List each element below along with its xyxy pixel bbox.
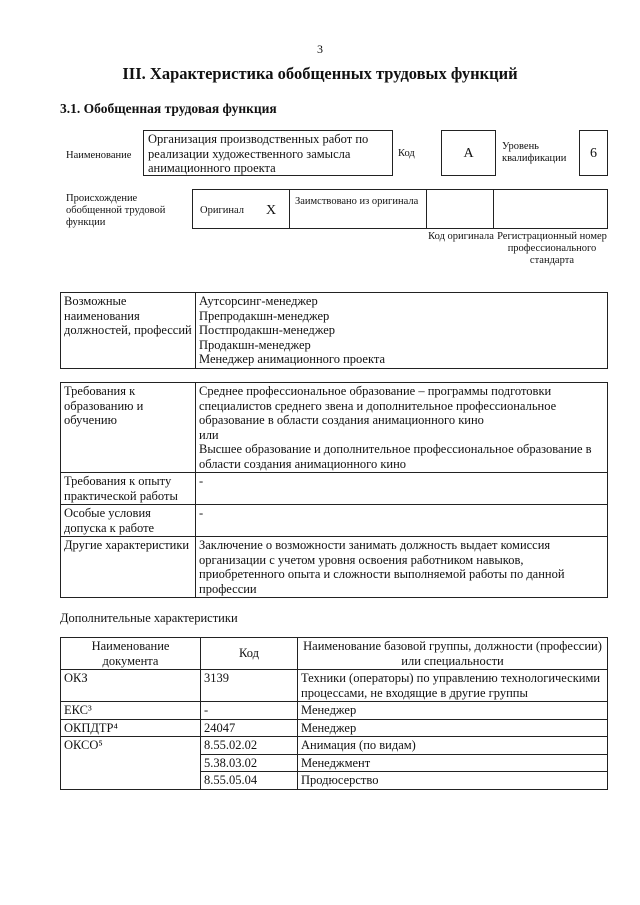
- requirement-label: Особые условия допуска к работе: [61, 505, 196, 537]
- requirement-value: Среднее профессиональное образование – программы подготовки специалистов среднего звена и дополнительное профессиональное образование в области создания анимационного кино или Высшее образование и дополнительное профессиональное образование в области создания анимационного кино: [196, 383, 608, 473]
- requirement-label: Требования к опыту практической работы: [61, 473, 196, 505]
- table-cell: Продюсерство: [298, 772, 608, 790]
- function-name: Организация производственных работ по реализации художественного замысла анимационного проекта: [143, 130, 393, 176]
- requirements-table: [60, 382, 608, 598]
- section-title: III. Характеристика обобщенных трудовых функций: [122, 64, 518, 83]
- table-cell: 3139: [201, 670, 298, 702]
- table-cell: 8.55.05.04: [201, 772, 298, 790]
- table-cell: 5.38.03.02: [201, 754, 298, 772]
- origin-divider: [493, 189, 494, 229]
- table-row: [61, 737, 608, 755]
- position-item: Постпродакшн-менеджер: [199, 323, 336, 337]
- table-header-row: [61, 638, 608, 670]
- origin-divider: [289, 189, 290, 229]
- position-item: Менеджер анимационного проекта: [199, 352, 386, 366]
- origin-divider: [426, 189, 427, 229]
- position-item: Продакшн-менеджер: [199, 337, 311, 352]
- column-header: Код: [201, 638, 298, 670]
- table-cell: ОКПДТР⁴: [61, 719, 201, 737]
- table-cell: Менеджмент: [298, 754, 608, 772]
- subsection-title: 3.1. Обобщенная трудовая функция: [60, 101, 277, 116]
- original-code-label: Код оригинала: [428, 231, 494, 242]
- position-item: Аутсорсинг-менеджер: [199, 294, 318, 308]
- column-header: Наименование базовой группы, должности (профессии) или специальности: [298, 638, 608, 670]
- table-cell: Менеджер: [298, 702, 608, 720]
- code-label: Код: [398, 148, 415, 159]
- requirement-value: Заключение о возможности занимать должность выдает комиссия организации с учетом уровня освоения работником навыков, приобретенного опыта и сложности выполняемой работы по данной профессии: [196, 537, 608, 598]
- additional-table: [60, 637, 608, 790]
- table-row: [61, 383, 608, 473]
- table-cell: Анимация (по видам): [298, 737, 608, 755]
- table-row: [61, 670, 608, 702]
- positions-list: [196, 293, 608, 369]
- positions-table: [60, 292, 608, 369]
- borrowed-label: Заимствовано из оригинала: [295, 196, 419, 207]
- original-label: Оригинал: [200, 205, 244, 216]
- requirement-label: Другие характеристики: [61, 537, 196, 598]
- table-cell: ОКЗ: [61, 670, 201, 702]
- table-cell: 8.55.02.02: [201, 737, 298, 755]
- original-mark: X: [265, 203, 277, 218]
- reg-number-label: Регистрационный номер профессионального стандарта: [497, 231, 607, 266]
- table-row: [61, 537, 608, 598]
- requirement-label: Требования к образованию и обучению: [61, 383, 196, 473]
- position-item: Препродакшн-менеджер: [199, 308, 330, 323]
- table-cell: 24047: [201, 719, 298, 737]
- table-cell: -: [201, 702, 298, 720]
- requirement-value: -: [196, 473, 608, 505]
- table-row: [61, 473, 608, 505]
- origin-box: [192, 189, 608, 229]
- table-cell: Менеджер: [298, 719, 608, 737]
- table-row: [61, 702, 608, 720]
- level-label: Уровень квалификации: [502, 141, 567, 164]
- code-value: А: [441, 130, 496, 176]
- requirement-value: -: [196, 505, 608, 537]
- name-label: Наименование: [66, 150, 132, 161]
- table-cell: Техники (операторы) по управлению технологическими процессами, не входящие в другие группы: [298, 670, 608, 702]
- additional-title: Дополнительные характеристики: [60, 611, 238, 625]
- table-cell: ЕКС³: [61, 702, 201, 720]
- positions-label: Возможные наименования должностей, профессий: [61, 293, 196, 369]
- table-row: [61, 719, 608, 737]
- table-row: [61, 505, 608, 537]
- level-value: 6: [579, 130, 608, 176]
- table-cell: ОКСО⁵: [61, 737, 201, 790]
- column-header: Наименование документа: [61, 638, 201, 670]
- origin-label: Происхождение обобщенной трудовой функции: [66, 193, 166, 228]
- page-number: 3: [317, 42, 323, 56]
